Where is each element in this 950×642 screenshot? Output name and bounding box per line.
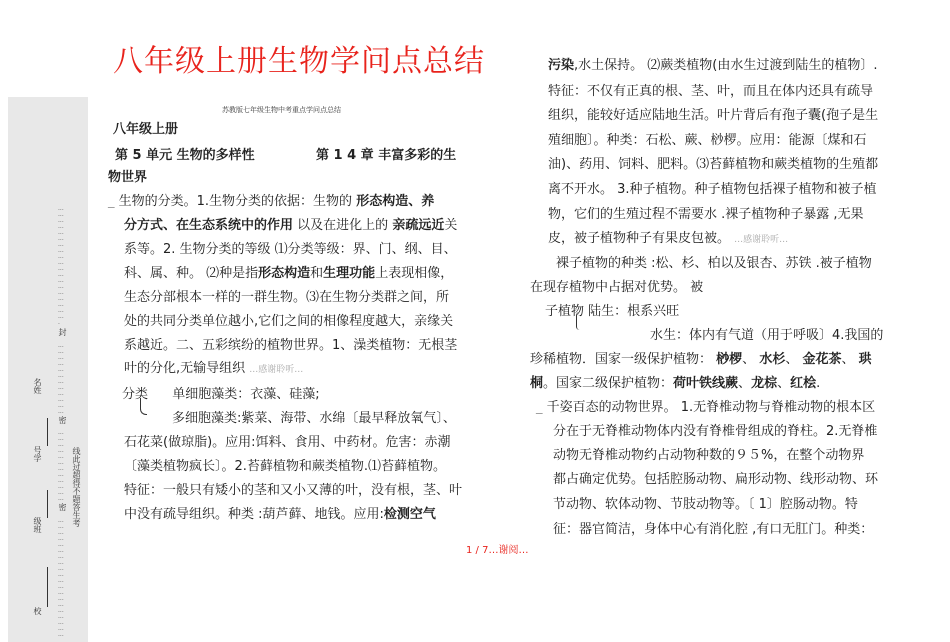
text-line: 皮，被子植物种子有果皮包被。 …感谢聆听… [548, 231, 789, 246]
class-label: 级班 [33, 517, 42, 533]
watermark-text: …感谢聆听… [249, 365, 304, 375]
text-line: 分类 单细胞藻类：衣藻、硅藻; [122, 387, 320, 402]
text-line: 珍稀植物．国家一级保护植物： 桫椤、 水杉、 金花茶、 珙 [530, 352, 872, 367]
text-line: 裸子植物的种类 :松、杉、柏以及银杏、苏铁 .被子植物 [556, 256, 872, 271]
text-line: 科、属、种。 ⑵种是指形态构造和生理功能上表现相像， [124, 266, 454, 281]
text-line: 特征：一般只有矮小的茎和又小又薄的叶，没有根，茎、叶 [124, 483, 463, 498]
text-line: 生态分部根本一样的一群生物。⑶在生物分类群之间，所 [124, 290, 450, 305]
text-line: 油)、药用、饲料、肥料。⑶苔藓植物和蕨类植物的生殖都 [548, 157, 879, 172]
binding-margin [8, 97, 88, 642]
seal-label: 封 [58, 328, 67, 336]
text-line: 桐。国家二级保护植物：荷叶铁线蕨、龙棕、红桧. [530, 376, 821, 391]
class-underline [47, 567, 48, 607]
text-line: 多细胞藻类:紫菜、海带、水绵〔最早释放氧气〕、 [172, 411, 456, 426]
student-id-underline [47, 490, 48, 518]
text-line: 殖细胞〕。种类：石松、蕨、桫椤。应用：能源〔煤和石 [548, 133, 867, 148]
text-line: 系越近。二、五彩缤纷的植物世界。1、澡类植物：无根茎 [124, 338, 458, 353]
page-indicator[interactable]: 1 / 7…谢阅… [466, 545, 529, 556]
text-line: 〔藻类植物疯长〕。2.苔藓植物和蕨类植物.⑴苔藓植物。 [124, 459, 447, 474]
bracket-mark [576, 312, 583, 330]
dotted-line: ···································· [58, 432, 64, 502]
text-line: 叶的分化,无输导组织 …感谢聆听… [124, 361, 304, 376]
text-line: 处的共同分类单位越小,它们之间的相像程度越大，亲缘关 [124, 314, 454, 329]
text-line: 特征：不仅有正真的根、茎、叶，而且在体内还具有疏导 [548, 84, 874, 99]
school-label: 校 [33, 607, 42, 615]
text-line: 组织，能较好适应陆地生活。叶片背后有孢子囊(孢子是生 [548, 108, 879, 123]
dotted-line: ···························································· [58, 520, 64, 640]
page-title: 八年级上册生物学问点总结 [113, 44, 485, 79]
grade-heading: 八年级上册 [113, 122, 179, 137]
exam-notice: 线此过超得不题答生考 [72, 447, 81, 527]
text-line: _ 千姿百态的动物世界。 1.无脊椎动物与脊椎动物的根本区 [536, 400, 876, 415]
text-line: 物，它们的生殖过程不需要水 .裸子植物种子暴露 ,无果 [548, 207, 864, 222]
document-header: 苏教版七年级生物中考重点学问点总结 [222, 106, 341, 114]
line-label: 密 [58, 416, 67, 424]
text-line: 节动物、软体动物、节肢动物等。〔 1〕腔肠动物。特 [553, 497, 858, 512]
name-underline [47, 418, 48, 446]
chapter-heading: 第 1 4 章 丰富多彩的生 [316, 148, 457, 163]
text-line: 分在于无脊椎动物体内没有脊椎骨组成的脊柱。2.无脊椎 [553, 424, 878, 439]
text-line: 都占确定优势。包括腔肠动物、扁形动物、线形动物、环 [553, 472, 879, 487]
text-line: 征：器官简洁，身体中心有消化腔 ,有口无肛门。种类： [553, 522, 874, 537]
text-line: 水生：体内有气道（用于呼吸〕4.我国的 [650, 328, 884, 343]
text-line: 子植物 陆生：根系兴旺 [545, 304, 680, 319]
bracket-mark [140, 398, 147, 415]
dotted-line: ·························································· [58, 208, 64, 328]
dotted-line: ···································· [58, 345, 64, 415]
text-line: 石花菜(做琼脂)。应用:饵料、食用、中药材。危害：赤潮 [124, 435, 451, 450]
text-line: 污染,水土保持。 ⑵蕨类植物(由水生过渡到陆生的植物〕. [548, 58, 878, 73]
text-line: 在现存植物中占据对优势。 被 [530, 280, 704, 295]
unit-heading: 第 5 单元 生物的多样性 [115, 148, 255, 163]
text-line: _ 生物的分类。1.生物分类的依据：生物的 形态构造、养 [108, 194, 435, 209]
text-line: 中没有疏导组织。种类 :葫芦藓、地钱。应用:检测空气 [124, 507, 436, 522]
student-id-label: 号学 [33, 446, 42, 462]
seal-label-2: 密 [58, 503, 67, 511]
text-line: 系等。2. 生物分类的等级 ⑴分类等级：界、门、纲、目、 [124, 242, 457, 257]
watermark-text: …感谢聆听… [734, 235, 789, 245]
name-label: 名姓 [33, 378, 42, 394]
text-line: 动物无脊椎动物约占动物种数的９５%，在整个动物界 [553, 448, 865, 463]
text-line: 分方式、在生态系统中的作用 以及在进化上的 亲疏远近关 [124, 218, 458, 233]
text-line: 离不开水。 3.种子植物。种子植物包括裸子植物和被子植 [548, 182, 877, 197]
chapter-heading-cont: 物世界 [108, 170, 148, 185]
